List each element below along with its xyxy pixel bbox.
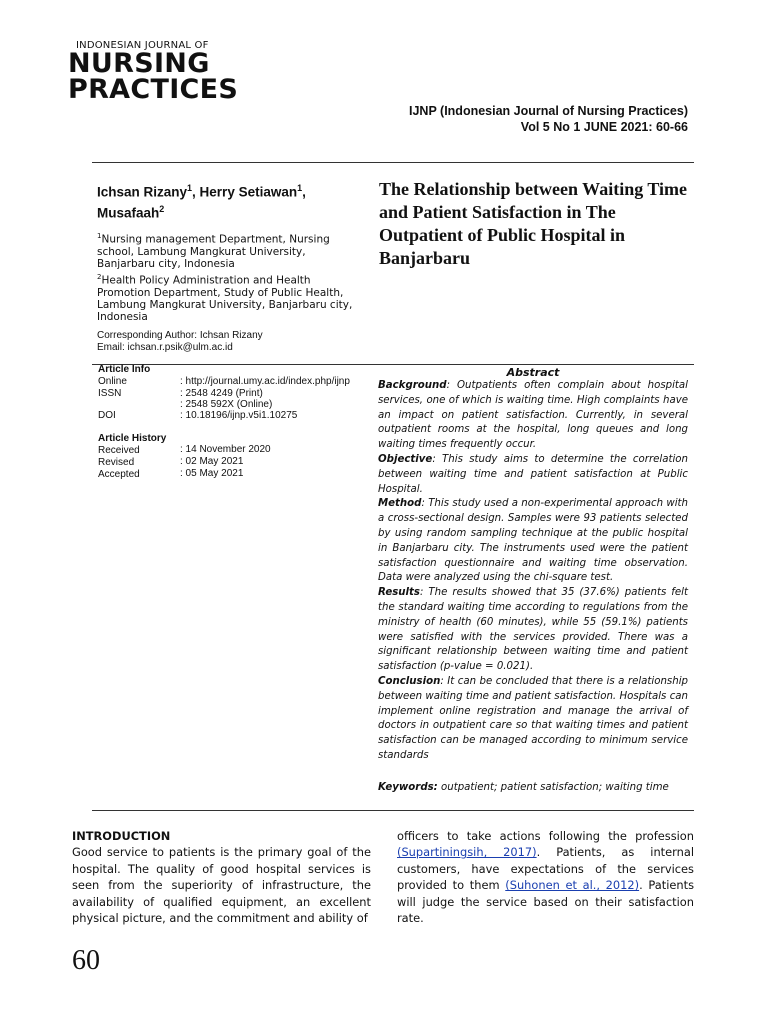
online-label: Online xyxy=(98,376,127,387)
issn-label: ISSN xyxy=(98,388,122,399)
author-list xyxy=(97,180,355,221)
received-date: : 14 November 2020 xyxy=(180,444,271,455)
accepted-date: : 05 May 2021 xyxy=(180,468,244,479)
author-name: Musafaah xyxy=(97,205,160,220)
affiliation-1 xyxy=(97,230,362,271)
abstract-text: : This study aims to determine the correlation between waiting time and patient satisfaction at Public Hospital. xyxy=(378,453,688,495)
affiliation-text: Nursing management Department, Nursing school, Lambung Mangkurat University, Banjarbaru city, Indonesia xyxy=(97,233,330,271)
doi-label: DOI xyxy=(98,410,116,421)
abstract-method xyxy=(378,497,688,586)
corresponding-author xyxy=(97,330,263,354)
abstract-text: : The results showed that 35 (37.6%) patients felt the standard waiting time according to regulations from the ministry of health (60 minutes), while 55 (59.1%) patients were satisfied with the services provided. There was a significant relationship between waiting time and patient satisfaction (p-value = 0.021). xyxy=(378,587,688,673)
affiliation-mark: 2 xyxy=(97,272,102,281)
abstract-label: Objective xyxy=(378,453,433,465)
intro-paragraph: Good service to patients is the primary goal of the hospital. The quality of good hospital services is seen from the superiority of infrastructure, the availability of qualified equipment, an excellent physical picture, and the commitment and ability of xyxy=(72,845,371,926)
author-name: Ichsan Rizany xyxy=(97,184,188,200)
intro-text: officers to take actions following the profession xyxy=(397,829,694,843)
received-label: Received xyxy=(98,445,140,456)
accepted-label: Accepted xyxy=(98,469,140,480)
citation-link[interactable]: (Supartiningsih, 2017) xyxy=(397,845,537,860)
abstract-text: : This study used a non-experimental approach with a cross-sectional design. Samples were 93 patients selected by using random sampling technique at the public hospital in Banjarbaru city. The instruments used were the patient satisfaction questionnaire and waiting time observation. Data were analyzed using the chi-square test. xyxy=(378,498,688,584)
abstract-label: Background xyxy=(378,380,447,391)
abstract-results xyxy=(378,586,688,675)
affiliation-2 xyxy=(97,271,362,324)
intro-text: . Patients will judge the service based on their satisfaction rate. xyxy=(397,878,695,926)
journal-logo-nursing: NURSING xyxy=(68,48,210,79)
introduction-heading: INTRODUCTION xyxy=(72,829,171,843)
journal-name: IJNP (Indonesian Journal of Nursing Practices) xyxy=(409,104,688,118)
page-number: 60 xyxy=(72,945,100,976)
abstract-objective xyxy=(378,453,688,497)
abstract-label: Results xyxy=(378,587,420,599)
keywords xyxy=(378,782,688,793)
intro-paragraph-continued xyxy=(397,828,694,926)
intro-left-column xyxy=(72,828,371,926)
revised-date: : 02 May 2021 xyxy=(180,456,244,467)
author-affiliation-mark: 2 xyxy=(159,203,165,214)
abstract-text: : Outpatients often complain about hospital services, one of which is waiting time. High complaints have an impact on patient satisfaction. Currently, in several outpatient rooms at the hospital, long queues and long waiting times frequently occur. xyxy=(378,380,688,451)
corresponding-author-email[interactable]: Email: ichsan.r.psik@ulm.ac.id xyxy=(97,342,233,353)
journal-logo-practices: PRACTICES xyxy=(68,74,239,105)
corresponding-author-name: Corresponding Author: Ichsan Rizany xyxy=(97,330,263,341)
revised-label: Revised xyxy=(98,457,135,468)
author-separator: , xyxy=(302,184,306,200)
intro-text: . Patients, as internal customers, have expectations of the services provided to them xyxy=(397,845,694,893)
issn-online: : 2548 592X (Online) xyxy=(180,399,273,410)
doi-value[interactable]: : 10.18196/ijnp.v5i1.10275 xyxy=(180,410,298,421)
article-history xyxy=(98,433,368,483)
article-title: The Relationship between Waiting Time and Patient Satisfaction in The Outpatient of Public Hospital in Banjarbaru xyxy=(379,179,688,268)
author-name: , Herry Setiawan xyxy=(192,184,298,200)
header-divider xyxy=(92,162,694,163)
affiliations xyxy=(97,230,362,324)
abstract-text: : It can be concluded that there is a relationship between waiting time and patient satisfaction. Hospitals can implement online registration and manage the arrival of doctors in outpatient care so that waiting times and patient satisfaction can be managed according to minimum service standards xyxy=(378,675,688,761)
citation-link[interactable]: (Suhonen et al., 2012) xyxy=(505,878,640,893)
article-history-heading: Article History xyxy=(98,433,167,444)
affiliation-mark: 1 xyxy=(97,232,102,240)
affiliation-text: Health Policy Administration and Health Promotion Department, Study of Public Health, Lambung Mangkurat University, Banjarbaru city, Indonesia xyxy=(97,274,353,324)
article-info-heading: Article Info xyxy=(98,364,151,375)
abstract-label: Conclusion xyxy=(378,675,441,687)
journal-logo-small-text: INDONESIAN JOURNAL OF xyxy=(76,40,209,51)
keywords-text: outpatient; patient satisfaction; waiting time xyxy=(437,782,669,793)
author-affiliation-mark: 1 xyxy=(187,183,193,193)
intro-right-column xyxy=(397,828,694,926)
online-url[interactable]: : http://journal.umy.ac.id/index.php/ijnp xyxy=(180,376,350,387)
abstract-label: Method xyxy=(378,498,422,510)
abstract-body xyxy=(378,379,688,764)
issn-print: : 2548 4249 (Print) xyxy=(180,388,263,399)
abstract-divider xyxy=(92,810,694,811)
abstract-conclusion xyxy=(378,675,688,764)
article-info xyxy=(98,364,368,424)
author-affiliation-mark: 1 xyxy=(297,183,303,193)
abstract-background xyxy=(378,379,688,453)
keywords-label: Keywords: xyxy=(378,782,438,793)
journal-volume: Vol 5 No 1 JUNE 2021: 60-66 xyxy=(520,120,688,134)
abstract-heading: Abstract xyxy=(506,366,560,379)
